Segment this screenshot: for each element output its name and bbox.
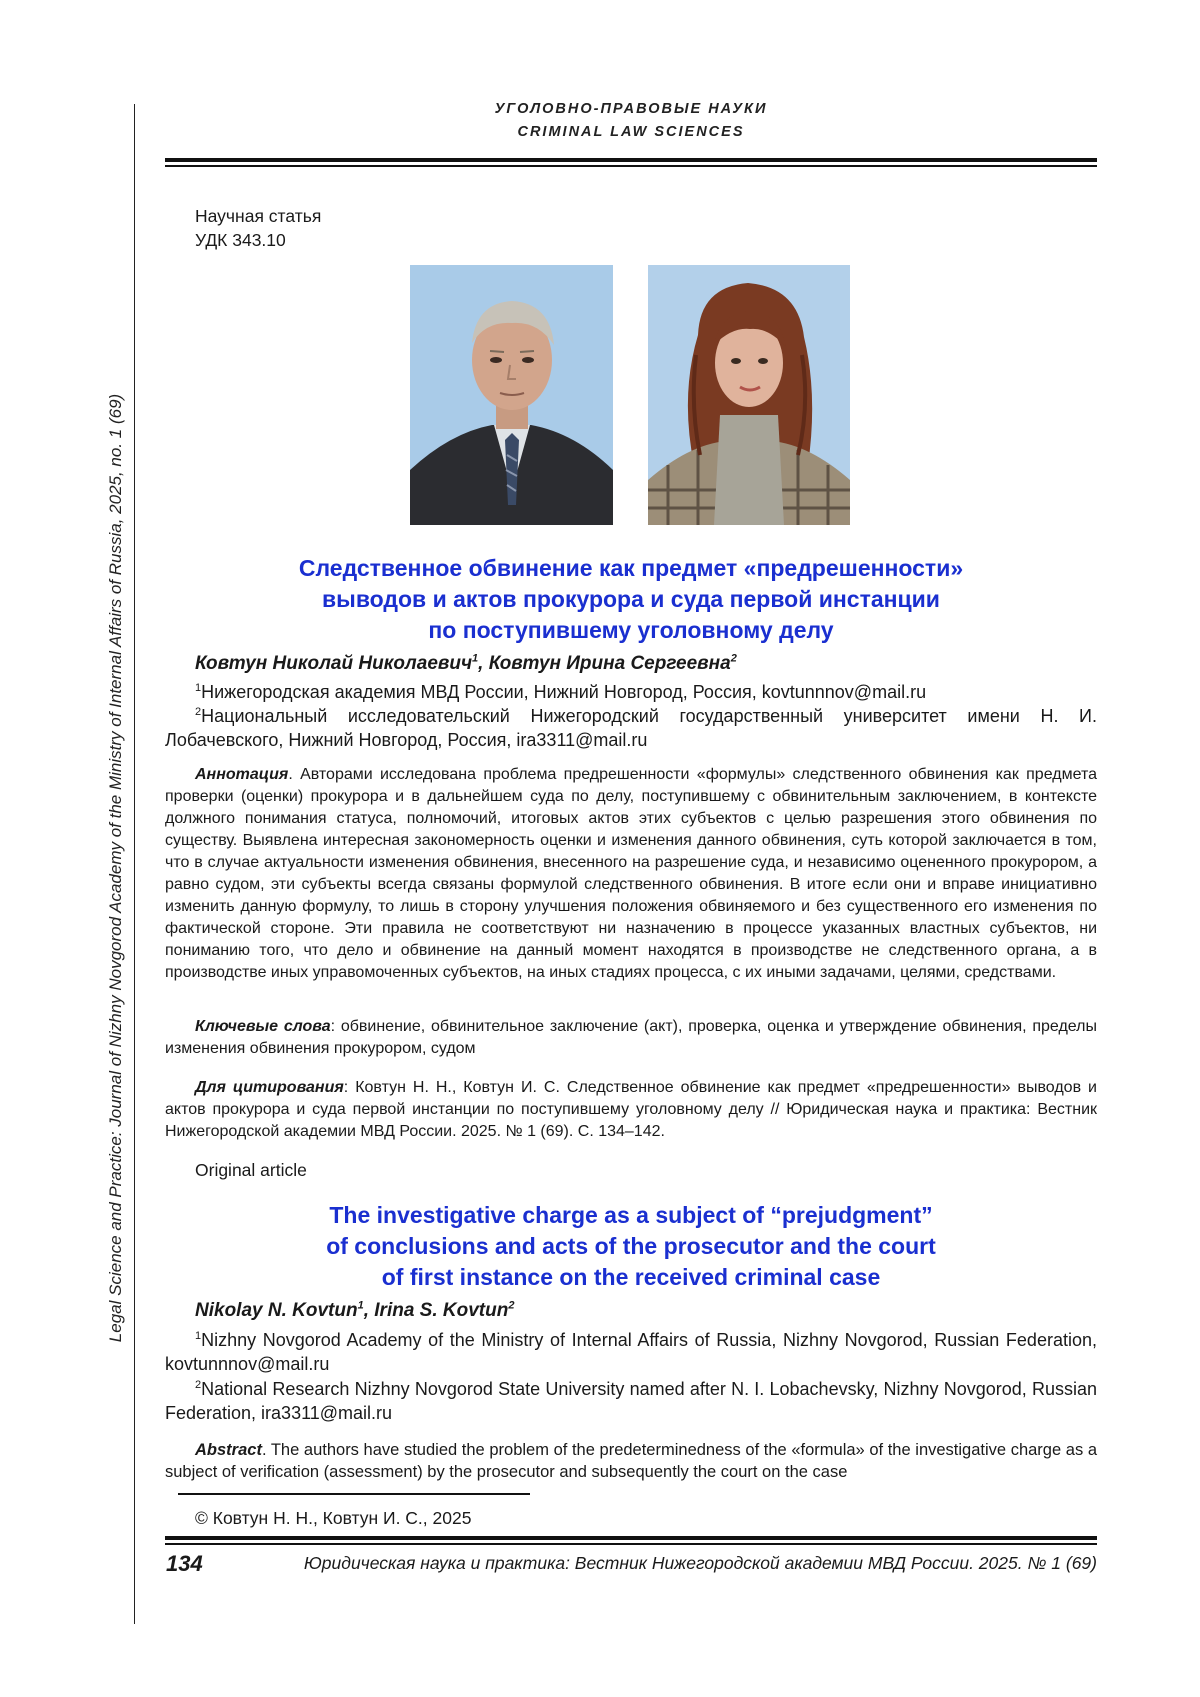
annotation-paragraph <box>165 764 1097 984</box>
abstract-text: . The authors have studied the problem of the predeterminedness of the «formula» of the investigative charge as a subject of verification (assessment) by the prosecutor and subsequently the court on the case <box>165 1441 1097 1481</box>
authors-ru-separator: , <box>478 653 489 674</box>
annotation-label: Аннотация <box>195 766 289 783</box>
author-2-en: Irina S. Kovtun <box>374 1300 509 1321</box>
affiliation-1-ru <box>195 680 1097 704</box>
section-header-en: CRIMINAL LAW SCIENCES <box>517 124 745 140</box>
title-ru <box>165 553 1097 646</box>
author-1-en-sup: 1 <box>357 1299 364 1312</box>
authors-ru <box>195 653 737 675</box>
keywords-text: : обвинение, обвинительное заключение (акт), проверка, оценка и утверждение обвинения, пределы изменения обвинения прокурором, судом <box>165 1018 1098 1057</box>
side-rule <box>134 104 135 1624</box>
author-2-ru: Ковтун Ирина Сергеевна <box>488 653 731 674</box>
page-number: 134 <box>166 1551 203 1576</box>
affiliation-1-en-sup: 1 <box>195 1330 202 1342</box>
title-en-line-2: of conclusions and acts of the prosecutor and the court <box>326 1233 936 1259</box>
section-header-ru: УГОЛОВНО-ПРАВОВЫЕ НАУКИ <box>494 101 768 117</box>
footer-journal-title: Юридическая наука и практика: Вестник Нижегородской академии МВД России. 2025. № 1 (69) <box>303 1553 1097 1573</box>
title-en-line-1: The investigative charge as a subject of “prejudgment” <box>329 1202 933 1228</box>
article-type-ru: Научная статья <box>195 206 322 226</box>
author-photo-male <box>410 265 613 525</box>
copyright-note: © Ковтун Н. Н., Ковтун И. С., 2025 <box>195 1508 472 1528</box>
author-1-ru-sup: 1 <box>472 652 479 665</box>
keywords-label: Ключевые слова <box>195 1018 331 1035</box>
author-2-en-sup: 2 <box>508 1299 515 1312</box>
title-ru-line-2: выводов и актов прокурора и суда первой инстанции <box>322 586 940 612</box>
footer-rule-thick <box>165 1536 1097 1540</box>
title-ru-line-1: Следственное обвинение как предмет «предрешенности» <box>298 555 964 581</box>
title-en-line-3: of first instance on the received criminal case <box>381 1264 881 1290</box>
affiliation-2-en-text: National Research Nizhny Novgorod State University named after N. I. Lobachevsky, Nizhny Novgorod, Russian Federation, ira3311@mail.ru <box>165 1379 1097 1423</box>
footer-rule-thin <box>165 1543 1097 1545</box>
footnote-rule <box>178 1493 530 1495</box>
title-ru-line-3: по поступившему уголовному делу <box>428 617 834 643</box>
abstract-paragraph <box>165 1439 1097 1483</box>
affiliation-2-en <box>165 1377 1097 1425</box>
annotation-text: . Авторами исследована проблема предрешенности «формулы» следственного обвинения как предмета проверки (оценки) прокурора и в дальнейшем суда по делу, поступившему с обвинительным заключением, в контексте должного понимания статуса, полномочий, итоговых актов этих субъектов с целью разрешения этого обвинения по существу. Выявлена интересная закономерность оценки и изменения данного обвинения, суть которой заключается в том, что в случае актуальности изменения обвинения, внесенного на разрешение суда, и независимо оцененного прокурором, а равно судом, эти субъекты всегда связаны формулой следственного обвинения. В итоге если они и вправе инициативно изменить данную формулу, то лишь в сторону улучшения положения обвиняемого и без существенного его изменения по фактической стороне. Эти правила не соответствуют ни назначению в процессе указанных властных субъектов, ни пониманию того, что дело и обвинение на данный момент находятся в производстве не следственного органа, а в производстве иных управомоченных субъектов, на иных стадиях процесса, с их иными задачами, целями, средствами. <box>165 766 1097 981</box>
authors-en-separator: , <box>363 1300 375 1321</box>
citation-label: Для цитирования <box>195 1079 344 1096</box>
citation-paragraph <box>165 1077 1097 1143</box>
author-photo-female <box>648 265 850 525</box>
sidebar-journal-line: Legal Science and Practice: Journal of Nizhny Novgorod Academy of the Ministry of Internal Affairs of Russia, 2025, no. 1 (69) <box>106 393 125 1343</box>
affiliation-2-en-sup: 2 <box>195 1379 202 1391</box>
abstract-label: Abstract <box>195 1441 262 1459</box>
author-1-ru: Ковтун Николай Николаевич <box>195 653 473 674</box>
author-1-en: Nikolay N. Kovtun <box>195 1300 358 1321</box>
header-rule-thick <box>165 158 1097 162</box>
article-type-en: Original article <box>195 1160 307 1180</box>
citation-text: : Ковтун Н. Н., Ковтун И. С. Следственное обвинение как предмет «предрешенности» выводов и актов прокурора и суда первой инстанции по поступившему уголовному делу // Юридическая наука и практика: Вестник Нижегородской академии МВД России. 2025. № 1 (69). С. 134–142. <box>165 1079 1097 1140</box>
udk-code: УДК 343.10 <box>195 230 286 250</box>
affiliation-2-ru <box>165 704 1097 752</box>
authors-en <box>195 1300 514 1322</box>
keywords-paragraph <box>165 1016 1097 1060</box>
affiliation-2-ru-sup: 2 <box>195 706 202 718</box>
affiliation-1-en-text: Nizhny Novgorod Academy of the Ministry of Internal Affairs of Russia, Nizhny Novgorod, Russian Federation, kovtunnnov@mail.ru <box>165 1330 1097 1374</box>
affiliation-1-en <box>165 1328 1097 1376</box>
affiliation-1-ru-sup: 1 <box>195 682 202 694</box>
header-rule-thin <box>165 165 1097 167</box>
affiliation-1-ru-text: Нижегородская академия МВД России, Нижний Новгород, Россия, kovtunnnov@mail.ru <box>201 682 927 702</box>
title-en <box>165 1200 1097 1293</box>
author-2-ru-sup: 2 <box>730 652 737 665</box>
affiliation-2-ru-text: Национальный исследовательский Нижегородский государственный университет имени Н. И. Лобачевского, Нижний Новгород, Россия, ira3311@mail.ru <box>165 706 1097 750</box>
